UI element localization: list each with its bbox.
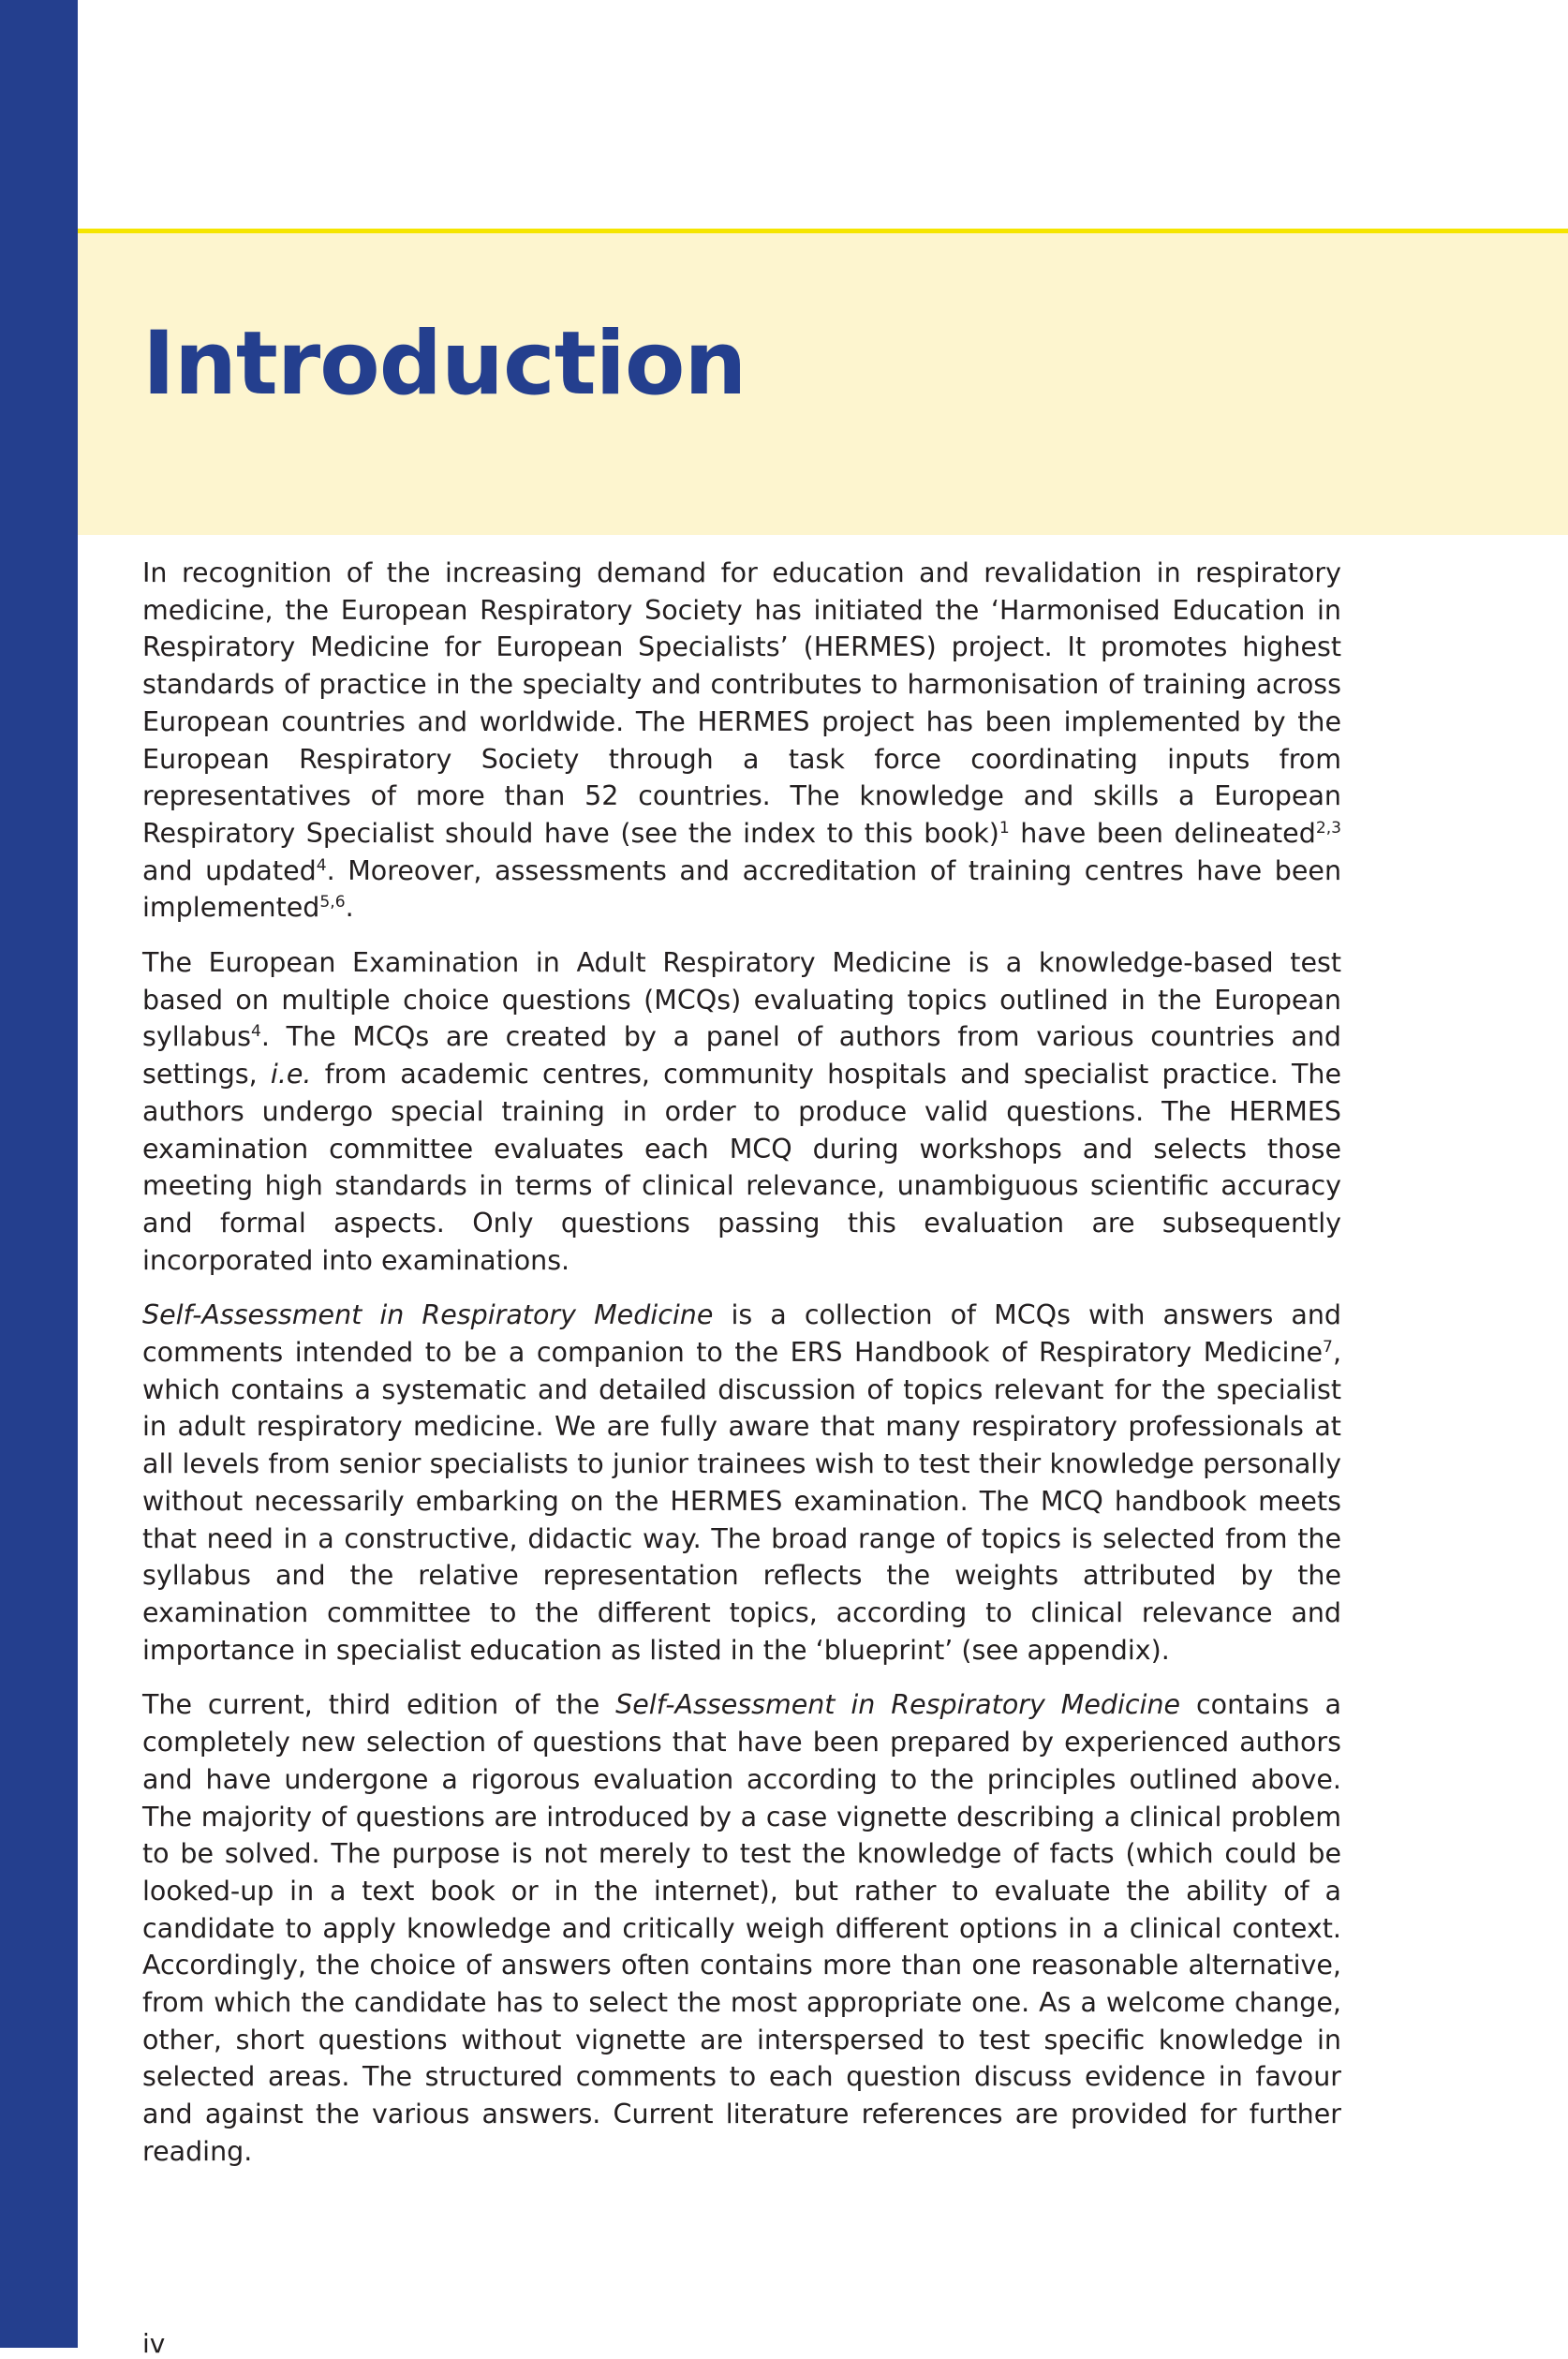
text-run: . The MCQs are created by a panel of authors from various countries and settings, <box>142 1021 1341 1090</box>
reference-superscript: 2,3 <box>1315 818 1341 838</box>
text-run: . <box>345 892 354 924</box>
text-run: The current, third edition of the <box>142 1689 616 1721</box>
text-run: contains a completely new selection of questions that have been prepared by experienced authors and have undergone a rigorous evaluation according to the principles outlined above. The majority of questions are introduced by a case vignette describing a clinical problem to be solved. The purpose is not merely to test the knowledge of facts (which could be looked-up in a text book or in the internet), but rather to evaluate the ability of a candidate to apply knowledge and critically weigh different options in a clinical context. Accordingly, the choice of answers often contains more than one reasonable alternative, from which the candidate has to select the most appropriate one. As a welcome change, other, short questions without vignette are interspersed to test specific knowledge in selected areas. The structured comments to each question discuss evidence in favour and against the various answers. Current literature references are provided for further reading. <box>142 1689 1341 2167</box>
reference-superscript: 5,6 <box>319 893 346 912</box>
reference-superscript: 7 <box>1323 1337 1333 1357</box>
page-title: Introduction <box>142 313 747 415</box>
body-text <box>142 555 1341 2188</box>
side-color-bar <box>0 0 78 2348</box>
text-run: have been delineated <box>1009 817 1316 849</box>
text-run: . Moreover, assessments and accreditation of training centres have been implemented <box>142 854 1342 924</box>
italic-text: Self-Assessment in Respiratory Medicine <box>615 1689 1181 1721</box>
text-run: , which contains a systematic and detailed discussion of topics relevant for the specialist in adult respiratory medicine. We are fully aware that many respiratory professionals at all levels from senior specialists to junior trainees wish to test their knowledge personally without necessarily embarking on the HERMES examination. The MCQ handbook meets that need in a constructive, didactic way. The broad range of topics is selected from the syllabus and the relative representation reflects the weights attributed by the examination committee to the different topics, according to clinical relevance and importance in specialist education as listed in the ‘blueprint’ (see appendix). <box>142 1337 1341 1666</box>
text-run: is a collection of MCQs with answers and comments intended to be a companion to the ERS Handbook of Respiratory Medicine <box>142 1299 1341 1369</box>
text-run: from academic centres, community hospitals and specialist practice. The authors undergo special training in order to produce valid questions. The HERMES examination committee evaluates each MCQ during workshops and selects those meeting high standards in terms of clinical relevance, unambiguous scientific accuracy and formal aspects. Only questions passing this evaluation are subsequently incorporated into examinations. <box>142 1059 1341 1276</box>
italic-text: Self-Assessment in Respiratory Medicine <box>142 1299 714 1331</box>
text-run: and updated <box>142 854 317 886</box>
paragraph <box>142 555 1341 927</box>
reference-superscript: 1 <box>998 818 1010 838</box>
paragraph <box>142 1686 1341 2170</box>
text-run: In recognition of the increasing demand for education and revalidation in respiratory medicine, the European Respiratory Society has initiated the ‘Harmonised Education in Respiratory Medicine for European Specialists’ (HERMES) project. It promotes highest standards of practice in the specialty and contributes to harmonisation of training across European countries and worldwide. The HERMES project has been implemented by the European Respiratory Society through a task force coordinating inputs from representatives of more than 52 countries. The knowledge and skills a European Respiratory Specialist should have (see the index to this book) <box>142 557 1341 849</box>
reference-superscript: 4 <box>316 855 327 875</box>
reference-superscript: 4 <box>251 1022 261 1042</box>
paragraph <box>142 1297 1341 1669</box>
text-run: The European Examination in Adult Respiratory Medicine is a knowledge-based test based on multiple choice questions (MCQs) evaluating topics outlined in the European syllabus <box>142 947 1341 1053</box>
italic-text: i.e. <box>270 1059 312 1090</box>
paragraph <box>142 944 1341 1279</box>
page-number: iv <box>142 2328 166 2359</box>
